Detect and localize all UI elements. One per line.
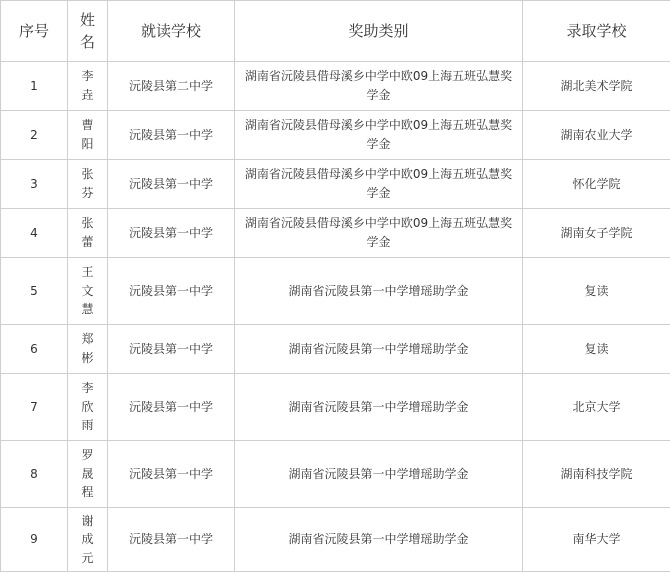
cell-name-text: 罗晟程 — [81, 448, 94, 499]
header-index: 序号 — [1, 1, 68, 62]
cell-name — [68, 441, 108, 508]
cell-name-text: 张芬 — [81, 167, 94, 200]
cell-award-text: 湖南省沅陵县第一中学增瑶助学金 — [288, 399, 469, 414]
cell-award-text: 湖南省沅陵县借母溪乡中学中欧09上海五班弘慧奖学金 — [244, 216, 513, 249]
cell-school: 沅陵县第一中学 — [108, 508, 235, 572]
cell-index: 2 — [1, 111, 68, 160]
cell-admission: 北京大学 — [523, 374, 670, 441]
table-header-row — [1, 1, 670, 62]
cell-index: 4 — [1, 209, 68, 258]
cell-school: 沅陵县第二中学 — [108, 62, 235, 111]
cell-admission: 湖南科技学院 — [523, 441, 670, 508]
cell-award — [235, 160, 523, 209]
cell-award — [235, 325, 523, 374]
cell-award — [235, 62, 523, 111]
table-row — [1, 258, 670, 325]
header-name-label: 姓名 — [79, 11, 95, 51]
cell-name — [68, 374, 108, 441]
cell-award — [235, 258, 523, 325]
cell-admission: 怀化学院 — [523, 160, 670, 209]
cell-award — [235, 374, 523, 441]
cell-school: 沅陵县第一中学 — [108, 111, 235, 160]
cell-award — [235, 441, 523, 508]
cell-admission: 复读 — [523, 325, 670, 374]
cell-index: 8 — [1, 441, 68, 508]
table-row — [1, 508, 670, 572]
cell-award-text: 湖南省沅陵县借母溪乡中学中欧09上海五班弘慧奖学金 — [244, 69, 513, 102]
cell-award — [235, 508, 523, 572]
table-row — [1, 209, 670, 258]
cell-index: 1 — [1, 62, 68, 111]
cell-index: 6 — [1, 325, 68, 374]
table-row — [1, 374, 670, 441]
cell-award-text: 湖南省沅陵县第一中学增瑶助学金 — [288, 341, 469, 356]
cell-index: 9 — [1, 508, 68, 572]
cell-award — [235, 111, 523, 160]
cell-award-text: 湖南省沅陵县借母溪乡中学中欧09上海五班弘慧奖学金 — [244, 167, 513, 200]
cell-school: 沅陵县第一中学 — [108, 209, 235, 258]
cell-name — [68, 325, 108, 374]
header-name — [68, 1, 108, 62]
table-row — [1, 441, 670, 508]
cell-name — [68, 160, 108, 209]
cell-admission: 湖北美术学院 — [523, 62, 670, 111]
cell-school: 沅陵县第一中学 — [108, 441, 235, 508]
cell-name — [68, 258, 108, 325]
cell-admission: 湖南女子学院 — [523, 209, 670, 258]
cell-name-text: 谢成元 — [81, 513, 94, 565]
cell-award-text: 湖南省沅陵县借母溪乡中学中欧09上海五班弘慧奖学金 — [244, 118, 513, 151]
cell-name-text: 曹阳 — [81, 118, 94, 151]
cell-award-text: 湖南省沅陵县第一中学增瑶助学金 — [288, 466, 469, 481]
cell-name-text: 李垚 — [81, 69, 94, 102]
table-row — [1, 111, 670, 160]
cell-school: 沅陵县第一中学 — [108, 160, 235, 209]
cell-name-text: 王文慧 — [81, 265, 94, 316]
cell-name — [68, 508, 108, 572]
cell-index: 7 — [1, 374, 68, 441]
cell-index: 3 — [1, 160, 68, 209]
cell-admission: 复读 — [523, 258, 670, 325]
cell-name — [68, 62, 108, 111]
cell-name — [68, 111, 108, 160]
cell-award — [235, 209, 523, 258]
cell-award-text: 湖南省沅陵县第一中学增瑶助学金 — [288, 283, 469, 298]
table-row — [1, 62, 670, 111]
header-admission: 录取学校 — [523, 1, 670, 62]
cell-admission: 湖南农业大学 — [523, 111, 670, 160]
header-award: 奖助类别 — [235, 1, 523, 62]
cell-admission: 南华大学 — [523, 508, 670, 572]
table-row — [1, 160, 670, 209]
header-school: 就读学校 — [108, 1, 235, 62]
cell-name-text: 李欣雨 — [81, 381, 94, 432]
cell-award-text: 湖南省沅陵县第一中学增瑶助学金 — [288, 532, 469, 546]
cell-name — [68, 209, 108, 258]
cell-school: 沅陵县第一中学 — [108, 258, 235, 325]
cell-name-text: 张蕾 — [81, 216, 94, 249]
table-row — [1, 325, 670, 374]
cell-school: 沅陵县第一中学 — [108, 325, 235, 374]
cell-school: 沅陵县第一中学 — [108, 374, 235, 441]
cell-index: 5 — [1, 258, 68, 325]
cell-name-text: 郑彬 — [81, 332, 94, 365]
